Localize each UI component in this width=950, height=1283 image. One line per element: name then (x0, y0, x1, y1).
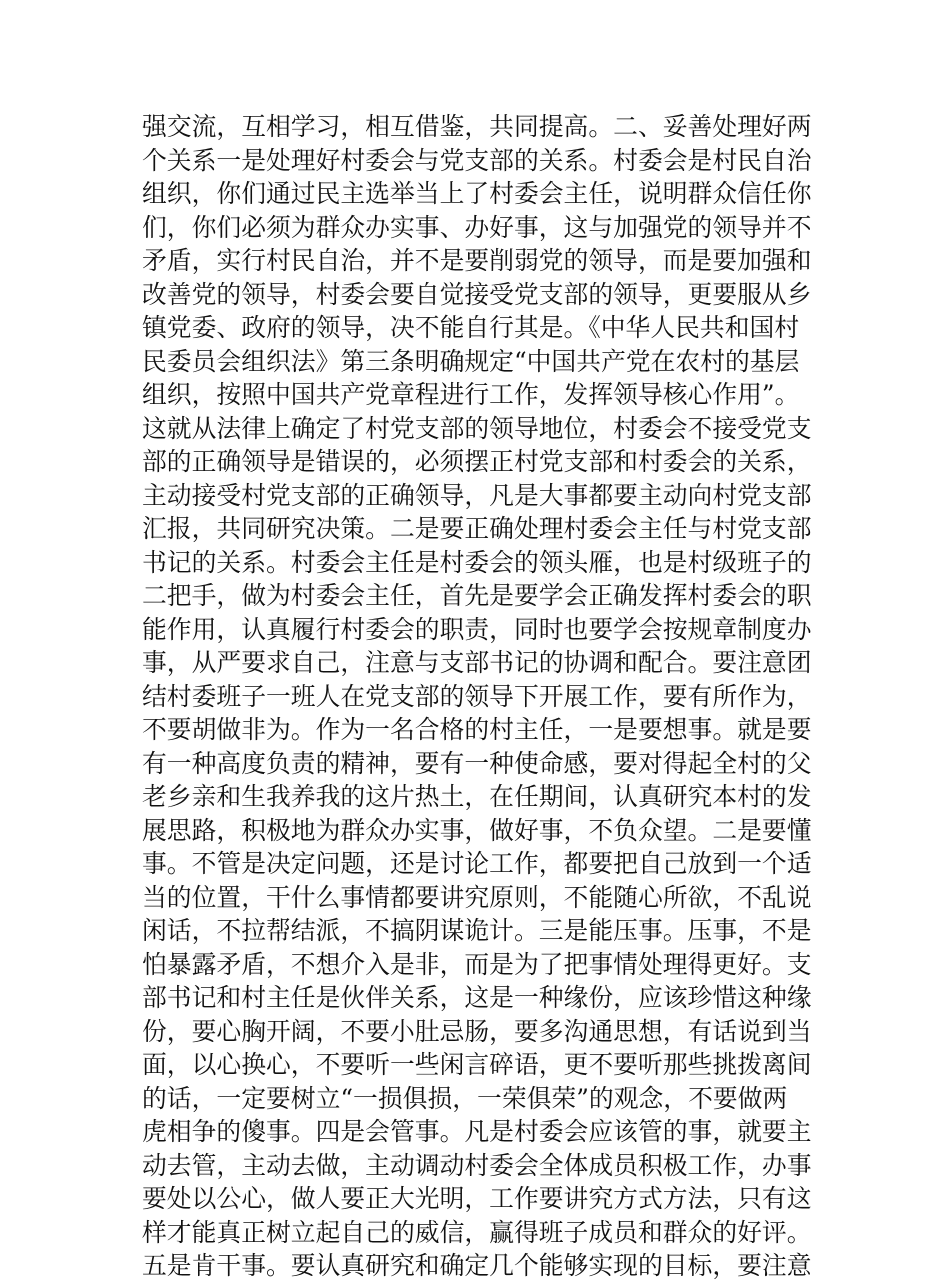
text-line: 有一种高度负责的精神，要有一种使命感，要对得起全村的父 (142, 748, 812, 778)
text-line: 老乡亲和生我养我的这片热土，在任期间，认真研究本村的发 (142, 782, 812, 811)
text-line: 五是肯干事。要认真研究和确定几个能够实现的目标，要注意 (142, 1251, 812, 1280)
text-line: 个关系一是处理好村委会与党支部的关系。村委会是村民自治 (142, 145, 812, 175)
text-line: 强交流，互相学习，相互借鉴，共同提高。二、妥善处理好两 (142, 112, 812, 141)
text-line: 汇报，共同研究决策。二是要正确处理村委会主任与村党支部 (142, 514, 812, 543)
text-line: 虎相争的傻事。四是会管事。凡是村委会应该管的事，就要主 (142, 1117, 812, 1146)
text-line: 民委员会组织法》第三条明确规定“中国共产党在农村的基层 (142, 346, 800, 376)
text-line: 当的位置，干什么事情都要讲究原则，不能随心所欲，不乱说 (142, 882, 812, 912)
text-line: 这就从法律上确定了村党支部的领导地位，村委会不接受党支 (142, 413, 812, 443)
text-line: 部书记和村主任是伙伴关系，这是一种缘份，应该珍惜这种缘 (142, 983, 812, 1012)
text-line: 事。不管是决定问题，还是讨论工作，都要把自己放到一个适 (142, 849, 812, 878)
text-line: 事，从严要求自己，注意与支部书记的协调和配合。要注意团 (142, 648, 812, 677)
text-line: 闲话，不拉帮结派，不搞阴谋诡计。三是能压事。压事，不是 (142, 916, 812, 945)
text-line: 组织，你们通过民主选举当上了村委会主任，说明群众信任你 (142, 179, 812, 208)
text-line: 书记的关系。村委会主任是村委会的领头雁，也是村级班子的 (142, 547, 812, 577)
text-line: 展思路，积极地为群众办实事，做好事，不负众望。二是要懂 (142, 815, 812, 845)
text-line: 的话，一定要树立“一损俱损，一荣俱荣”的观念，不要做两 (142, 1083, 788, 1113)
text-line: 份，要心胸开阔，不要小肚忌肠，要多沟通思想，有话说到当 (142, 1016, 812, 1046)
text-line: 能作用，认真履行村委会的职责，同时也要学会按规章制度办 (142, 614, 812, 644)
text-line: 动去管，主动去做，主动调动村委会全体成员积极工作，办事 (142, 1150, 812, 1180)
text-line: 部的正确领导是错误的，必须摆正村党支部和村委会的关系， (142, 447, 812, 476)
text-line: 组织，按照中国共产党章程进行工作，发挥领导核心作用”。 (142, 380, 800, 409)
text-line: 面，以心换心，不要听一些闲言碎语，更不要听那些挑拨离间 (142, 1050, 812, 1079)
text-line: 镇党委、政府的领导，决不能自行其是。《中华人民共和国村 (142, 313, 800, 342)
text-line: 不要胡做非为。作为一名合格的村主任，一是要想事。就是要 (142, 715, 812, 744)
body-text (142, 110, 814, 1283)
text-line: 要处以公心，做人要正大光明，工作要讲究方式方法，只有这 (142, 1184, 812, 1213)
text-line: 们，你们必须为群众办实事、办好事，这与加强党的领导并不 (142, 212, 812, 242)
text-line: 二把手，做为村委会主任，首先是要学会正确发挥村委会的职 (142, 581, 812, 610)
text-line: 怕暴露矛盾，不想介入是非，而是为了把事情处理得更好。支 (142, 949, 812, 979)
text-line: 改善党的领导，村委会要自觉接受党支部的领导，更要服从乡 (142, 279, 812, 309)
text-line: 结村委班子一班人在党支部的领导下开展工作，要有所作为， (142, 681, 812, 711)
text-line: 矛盾，实行村民自治，并不是要削弱党的领导，而是要加强和 (142, 246, 812, 275)
text-line: 主动接受村党支部的正确领导，凡是大事都要主动向村党支部 (142, 480, 812, 510)
text-line: 样才能真正树立起自己的威信，赢得班子成员和群众的好评。 (142, 1217, 812, 1247)
